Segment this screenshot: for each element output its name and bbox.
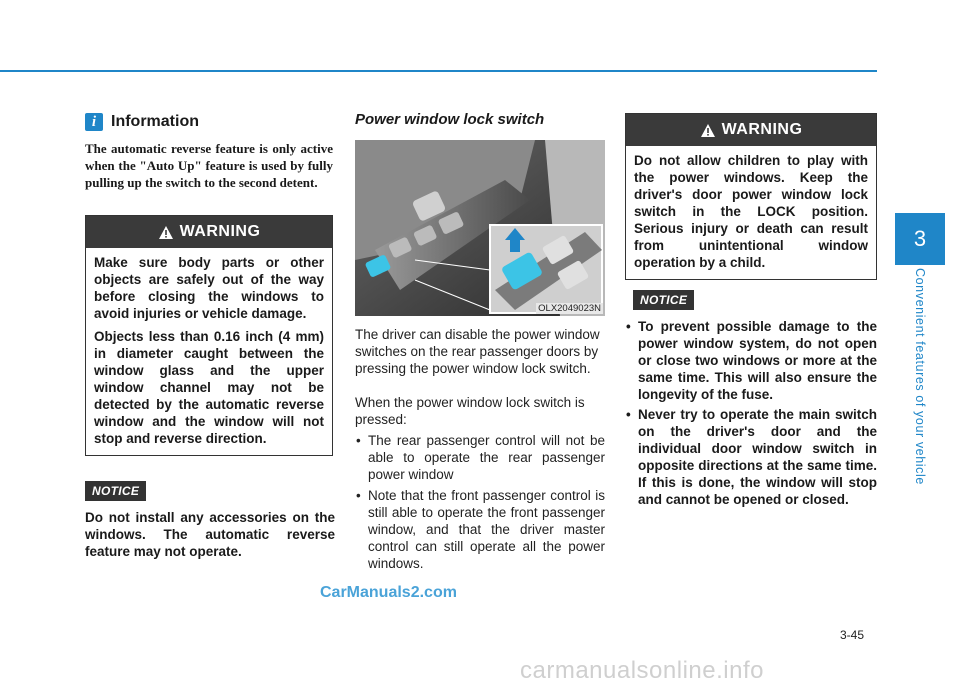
list-item: • To prevent possible damage to the power window system, do not open or close two windows or more at the same time. This will also ensure the longevity of the fuse.: [625, 318, 877, 403]
body-paragraph: When the power window lock switch is pressed:: [355, 395, 585, 427]
information-text: The automatic reverse feature is only active when the "Auto Up" feature is used by fully pulling up the switch to the second detent.: [85, 141, 333, 190]
list-item: • Note that the front passenger control is still able to operate the front passenger window, and that the driver master control can still operate all the power windows.: [355, 487, 605, 572]
info-icon: i: [85, 113, 103, 131]
notice-badge: NOTICE: [633, 290, 694, 310]
bullet-list: [355, 432, 605, 576]
top-rule: [0, 70, 877, 72]
warning-header: [626, 114, 876, 146]
list-item: • Never try to operate the main switch on the driver's door and the individual door window switch in opposite directions at the same time. If this is done, the window will stop and cannot be opened or closed.: [625, 406, 877, 508]
warning-body: [626, 146, 876, 279]
power-window-switch-photo: [355, 140, 605, 316]
warning-title: WARNING: [721, 121, 803, 138]
information-header: [85, 113, 199, 131]
notice-badge: NOTICE: [85, 481, 146, 501]
section-title: Power window lock switch: [355, 111, 545, 128]
notice-text: Do not install any accessories on the windows. The automatic reverse feature may not operate.: [85, 510, 335, 559]
information-title: Information: [111, 113, 199, 130]
image-code: OLX2049023N: [538, 303, 601, 314]
warning-triangle-icon: [700, 123, 716, 138]
warning-paragraph: Objects less than 0.16 inch (4 mm) in diameter caught between the window glass and the upper window channel may not be detected by the automatic reverse window and the window will not stop and reverse direction.: [94, 329, 324, 446]
warning-paragraph: Do not allow children to play with the power windows. Keep the driver's door power window lock switch in the LOCK position. Serious injury or death can result from unintentional window operation by a child.: [634, 153, 868, 270]
list-item: • The rear passenger control will not be able to operate the rear passenger power window: [355, 432, 605, 483]
warning-title: WARNING: [179, 223, 261, 240]
warning-box-right: [625, 113, 877, 280]
chapter-tab: 3: [895, 213, 945, 265]
chapter-title: Convenient features of your vehicle: [913, 268, 927, 485]
door-panel-illustration: [355, 140, 605, 316]
watermark-link[interactable]: CarManuals2.com: [320, 584, 457, 601]
page-number: 3-45: [840, 628, 865, 642]
chapter-label: [895, 268, 945, 498]
warning-box-left: [85, 215, 333, 456]
warning-header: [86, 216, 332, 248]
notice-bullet-list: [625, 318, 877, 511]
watermark-text: carmanualsonline.info: [520, 657, 764, 684]
warning-paragraph: Make sure body parts or other objects are safely out of the way before closing the windows to avoid injuries or vehicle damage.: [94, 255, 324, 321]
body-paragraph: The driver can disable the power window switches on the rear passenger doors by pressing the power window lock switch.: [355, 327, 600, 376]
warning-triangle-icon: [158, 225, 174, 240]
warning-body: [86, 248, 332, 455]
